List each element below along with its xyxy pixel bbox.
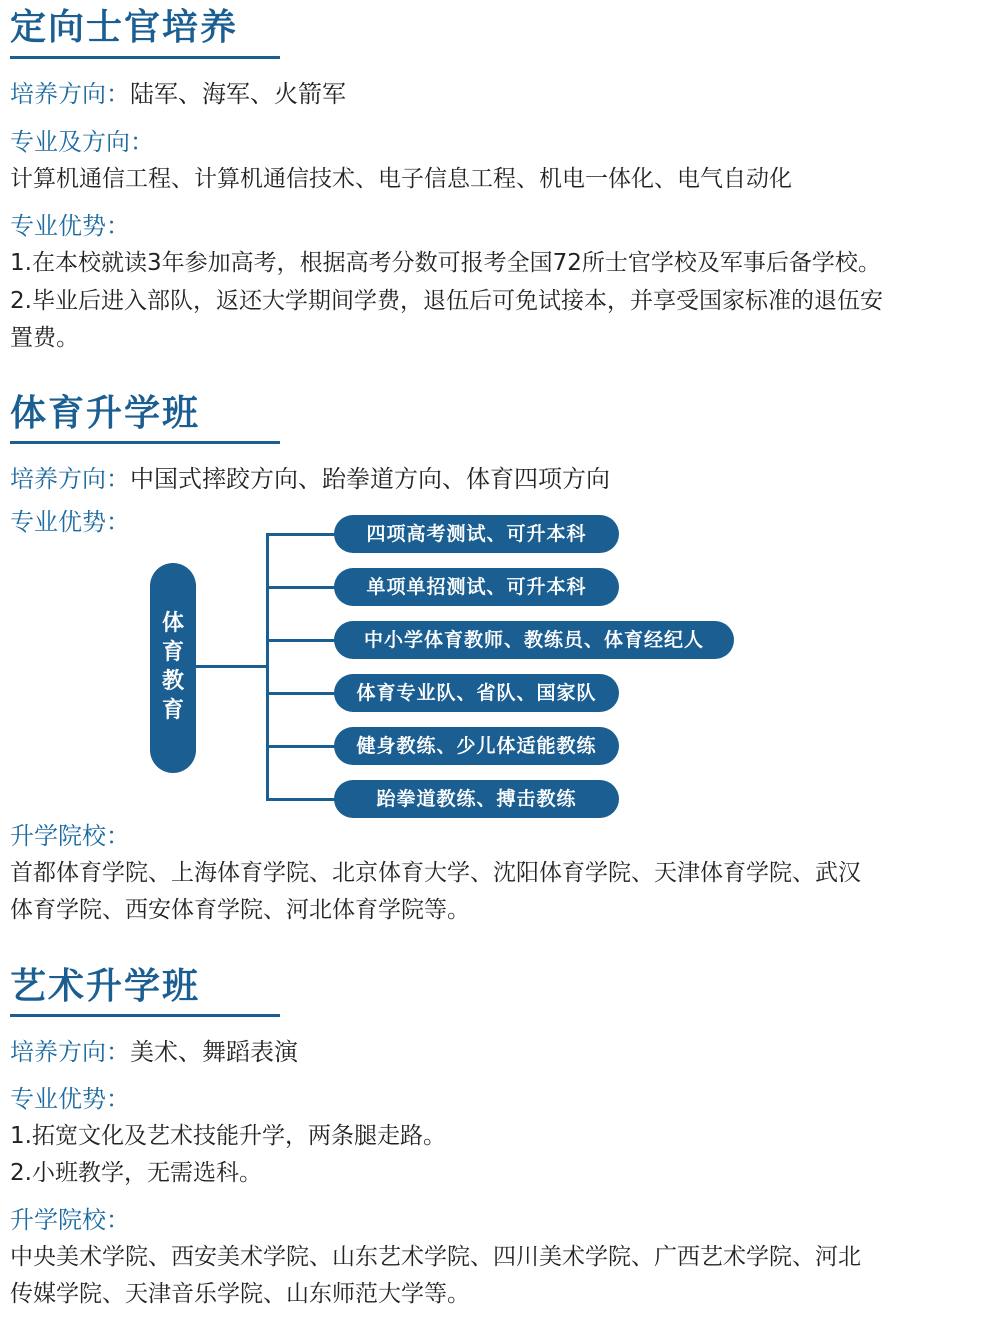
schools-line: 中央美术学院、西安美术学院、山东艺术学院、四川美术学院、广西艺术学院、河北 (10, 1244, 861, 1270)
advantage-line: 1.在本校就读3年参加高考，根据高考分数可报考全国72所士官学校及军事后备学校。 (10, 250, 881, 276)
section-title-arts: 艺术升学班 (10, 966, 201, 1007)
direction-row (10, 78, 346, 110)
direction-value: 中国式摔跤方向、跆拳道方向、体育四项方向 (130, 465, 610, 493)
diagram-connector (266, 586, 336, 589)
diagram-branch: 单项单招测试、可升本科 (334, 568, 619, 606)
direction-value: 陆军、海军、火箭军 (130, 80, 346, 108)
section-title-sports: 体育升学班 (10, 393, 201, 434)
direction-row (10, 1036, 298, 1068)
advantage-line: 1.拓宽文化及艺术技能升学，两条腿走路。 (10, 1123, 446, 1149)
schools-label: 升学院校： (10, 1206, 130, 1234)
direction-row (10, 463, 610, 495)
diagram-branch: 跆拳道教练、搏击教练 (334, 780, 619, 818)
direction-value: 美术、舞蹈表演 (130, 1038, 298, 1066)
advantage-label: 专业优势： (10, 1085, 130, 1113)
diagram-branch: 四项高考测试、可升本科 (334, 515, 619, 553)
advantage-line: 置费。 (10, 325, 79, 351)
advantage-line: 2.小班教学，无需选科。 (10, 1160, 262, 1186)
diagram-center-node (150, 563, 196, 773)
diagram-connector (266, 639, 336, 642)
schools-line: 体育学院、西安体育学院、河北体育学院等。 (10, 897, 470, 923)
diagram-branch: 中小学体育教师、教练员、体育经纪人 (334, 621, 734, 659)
schools-line: 传媒学院、天津音乐学院、山东师范大学等。 (10, 1281, 470, 1307)
section-title-officer: 定向士官培养 (10, 7, 239, 48)
section-divider (10, 1014, 280, 1017)
advantage-line: 2.毕业后进入部队，返还大学期间学费，退伍后可免试接本，并享受国家标准的退伍安 (10, 288, 883, 314)
major-label: 专业及方向： (10, 128, 154, 156)
center-node-char: 育 (161, 698, 184, 723)
major-value: 计算机通信工程、计算机通信技术、电子信息工程、机电一体化、电气自动化 (10, 166, 792, 192)
advantage-label: 专业优势： (10, 212, 130, 240)
diagram-connector (266, 533, 269, 801)
diagram-connector (266, 692, 336, 695)
direction-label: 培养方向： (10, 1038, 130, 1066)
center-node-char: 体 (161, 611, 184, 636)
diagram-branch: 健身教练、少儿体适能教练 (334, 727, 619, 765)
section-divider (10, 56, 280, 59)
advantage-label: 专业优势： (10, 508, 130, 536)
section-divider (10, 441, 280, 444)
direction-label: 培养方向： (10, 80, 130, 108)
diagram-connector (266, 533, 336, 536)
center-node-char: 教 (161, 669, 184, 694)
diagram-connector (266, 745, 336, 748)
diagram-connector (266, 798, 336, 801)
diagram-branch: 体育专业队、省队、国家队 (334, 674, 619, 712)
diagram-connector (196, 665, 268, 668)
schools-label: 升学院校： (10, 822, 130, 850)
schools-line: 首都体育学院、上海体育学院、北京体育大学、沈阳体育学院、天津体育学院、武汉 (10, 860, 861, 886)
direction-label: 培养方向： (10, 465, 130, 493)
center-node-char: 育 (161, 640, 184, 665)
